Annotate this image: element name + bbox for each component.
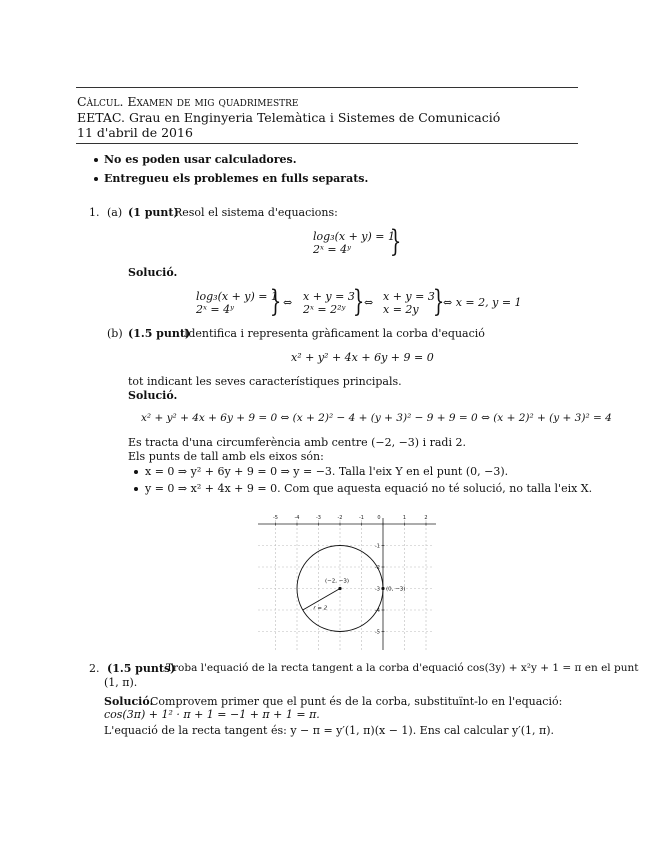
part-a-label: (a) xyxy=(107,206,123,219)
right-brace: } xyxy=(389,224,402,259)
chain-step3-eq2: x = 2y xyxy=(383,303,419,316)
problem-2-solution-line2: cos(3π) + 1² · π + 1 = −1 + π + 1 = π. xyxy=(104,708,320,721)
right-brace: } xyxy=(432,284,445,319)
completing-square-derivation: x² + y² + 4x + 6y + 9 = 0 ⇔ (x + 2)² − 4 + (y + 3)² − 9 + 9 = 0 ⇔ (x + 2)² + (y + 3)² = 4 xyxy=(141,412,612,424)
system-eq-2: 2ˣ = 4ʸ xyxy=(313,243,352,256)
bullet xyxy=(134,487,138,491)
circle-graph xyxy=(255,510,445,650)
right-brace: } xyxy=(352,284,365,319)
x-tick-label: 2 xyxy=(424,515,428,521)
x-tick-label: -1 xyxy=(359,515,364,521)
bullet xyxy=(134,470,138,474)
chain-step1-eq1: log₃(x + y) = 1 xyxy=(196,290,279,303)
problem-2-number: 2. xyxy=(89,662,100,675)
iff-symbol: ⇔ xyxy=(364,296,374,309)
y-tick-label: -1 xyxy=(375,543,380,550)
right-brace: } xyxy=(269,284,282,319)
cut-y-axis: x = 0 ⇒ y² + 6y + 9 = 0 ⇒ y = −3. Talla l'eix Y en el punt (0, −3). xyxy=(145,465,509,478)
problem-2-statement: Troba l'equació de la recta tangent a la corba d'equació cos(3y) + x²y + 1 = π en el punt xyxy=(166,662,639,674)
system-eq-1: log₃(x + y) = 1 xyxy=(313,230,396,243)
solution-result: ⇔ x = 2, y = 1 xyxy=(443,296,522,309)
x-tick-label: -2 xyxy=(337,515,343,521)
part-b-points: (1.5 punt) xyxy=(128,327,191,340)
axis-cuts-intro: Els punts de tall amb els eixos són: xyxy=(128,450,324,463)
problem-2-points: (1.5 punts) xyxy=(107,662,176,675)
solution-label-1a: Solució. xyxy=(128,266,178,279)
x-tick-label: 0 xyxy=(377,515,381,521)
cut-x-axis: y = 0 ⇒ x² + 4x + 9 = 0. Com que aquesta equació no té solució, no talla l'eix X. xyxy=(145,482,593,495)
data-point-label: (−2, −3) xyxy=(324,578,350,585)
chain-step1-eq2: 2ˣ = 4ʸ xyxy=(196,303,235,316)
part-a-statement: Resol el sistema d'equacions: xyxy=(174,206,338,219)
part-b-statement: Identifica i representa gràficament la corba d'equació xyxy=(184,327,485,340)
y-tick-label: -2 xyxy=(375,565,380,571)
part-b-label: (b) xyxy=(107,327,123,340)
y-tick-label: -3 xyxy=(375,586,380,593)
problem-1-number: 1. xyxy=(89,206,100,219)
solution-label-2: Solució. xyxy=(104,695,154,708)
header-date: 11 d'abril de 2016 xyxy=(77,125,193,140)
header-title: Càlcul. Examen de mig quadrimestre xyxy=(77,94,299,109)
solution-label-1b: Solució. xyxy=(128,389,178,402)
bottom-rule xyxy=(76,143,578,144)
data-point xyxy=(338,587,341,590)
header-degree: EETAC. Grau en Enginyeria Telemàtica i Sistemes de Comunicació xyxy=(77,110,501,125)
bullet xyxy=(94,177,98,181)
problem-2-solution-line3: L'equació de la recta tangent és: y − π = y′(1, π)(x − 1). Ens cal calcular y′(1, π). xyxy=(104,724,555,737)
y-tick-label: -4 xyxy=(375,608,380,614)
rule-separate-sheets: Entregueu els problemes en fulls separats. xyxy=(104,172,369,185)
problem-2-solution-line1: Comprovem primer que el punt és de la corba, substituïnt-lo en l'equació: xyxy=(150,695,563,708)
rule-no-calculators: No es poden usar calculadores. xyxy=(104,153,297,166)
problem-2-point: (1, π). xyxy=(104,676,138,689)
curve-equation: x² + y² + 4x + 6y + 9 = 0 xyxy=(291,351,434,364)
chain-step2-eq2: 2ˣ = 2²ʸ xyxy=(303,303,346,316)
data-point xyxy=(381,587,384,590)
x-tick-label: 1 xyxy=(402,515,407,521)
radius-label: r = 2 xyxy=(313,605,328,612)
chain-step3-eq1: x + y = 3 xyxy=(383,290,435,303)
bullet xyxy=(94,158,98,162)
part-b-statement-cont: tot indicant les seves característiques principals. xyxy=(128,375,402,388)
x-tick-label: -4 xyxy=(294,515,300,521)
x-tick-label: -5 xyxy=(273,515,278,521)
part-a-points: (1 punt) xyxy=(128,206,179,219)
y-tick-label: -5 xyxy=(375,629,380,636)
data-point-label: (0, −3) xyxy=(386,586,406,593)
chain-step2-eq1: x + y = 3 xyxy=(303,290,355,303)
iff-symbol: ⇔ xyxy=(283,296,293,309)
x-tick-label: -3 xyxy=(316,515,321,521)
circle-description: Es tracta d'una circumferència amb centre (−2, −3) i radi 2. xyxy=(128,436,466,449)
top-rule xyxy=(76,87,578,88)
